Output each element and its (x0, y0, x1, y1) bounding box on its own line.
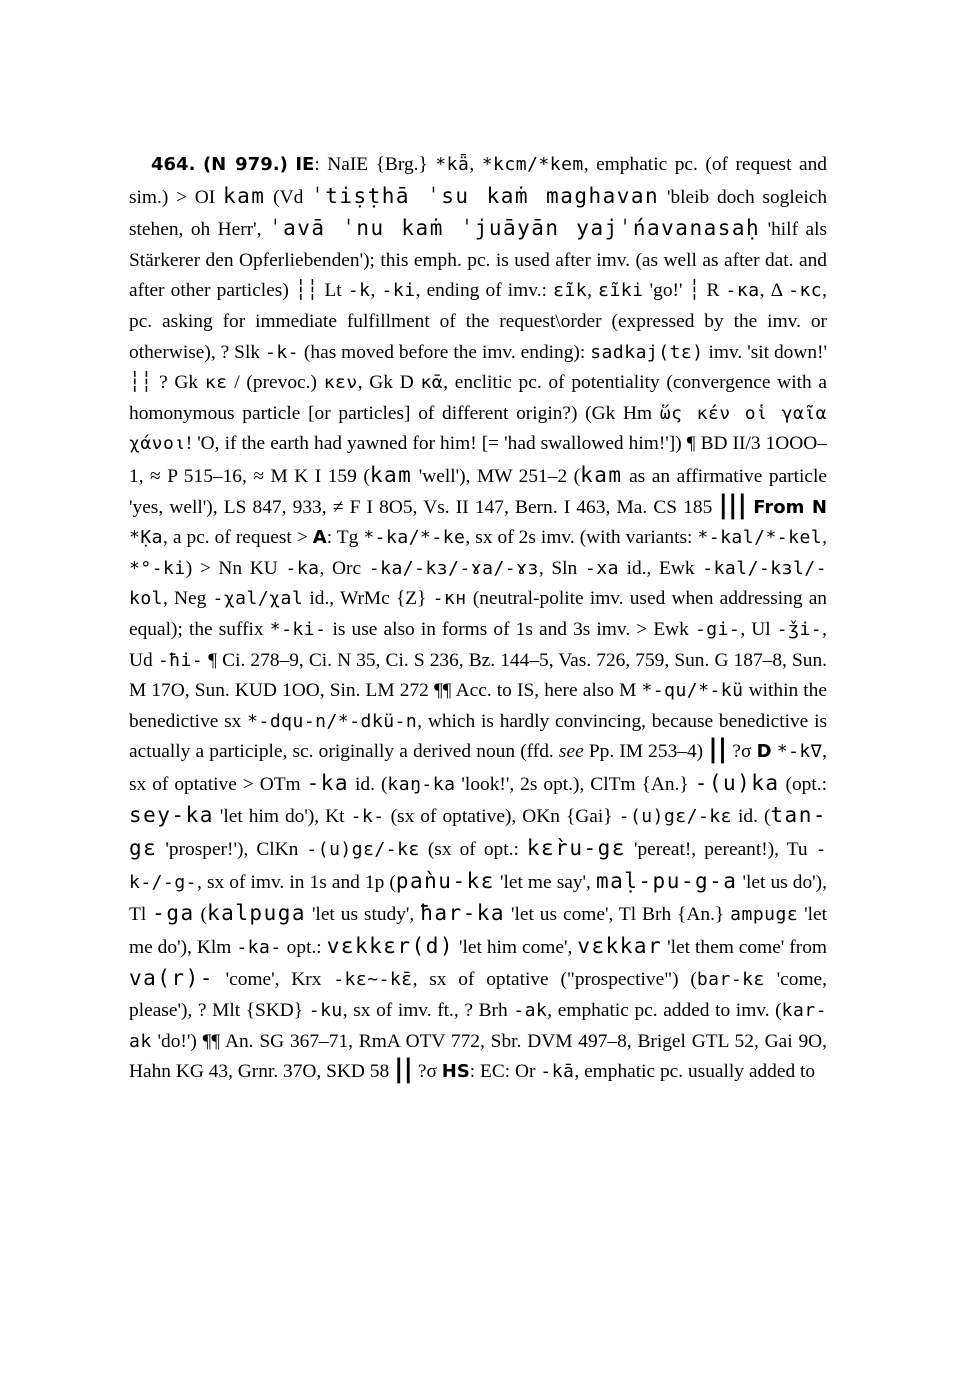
text-run: 'let us come', Tl Brh {An.} (505, 904, 731, 926)
transcription-form: *-ka/*-ke (363, 527, 466, 549)
bold-label: D (756, 741, 772, 763)
text-run: Pp. IM 253–4) (583, 741, 709, 763)
text-run: 'pereat!, pereant!), Tu (625, 839, 816, 861)
text-run: , emphatic pc. added to imv. ( (547, 1000, 782, 1022)
text-run: is use also in forms of 1s and 3s imv. > Ewk (326, 618, 695, 640)
text-run: , Neg (163, 588, 213, 610)
text-run: imv. 'sit down!' ┆┆ ? Gk (129, 341, 828, 394)
dictionary-page (129, 150, 827, 1088)
text-run: (Vd (265, 186, 312, 208)
text-run: , sx of imv. in 1s and 1p ( (197, 871, 396, 893)
text-run: ¶ Ci. 278–9, Ci. N 35, Ci. S 236, Bz. 144–5, Vas. 726, 759, Sun. G 187–8, Sun. M 17O, Sun. KUD 1OO, Sin. LM 272 ¶¶ Acc. to IS, here also M (129, 649, 828, 702)
transcription-form: ὥς κέν οἱ γαῖα χάνοι (129, 402, 828, 455)
text-run: , (822, 527, 827, 549)
text-run: id., Ewk (618, 557, 703, 579)
transcription-form: *-ki- (269, 618, 327, 640)
transcription-form: κεν (323, 372, 358, 394)
text-run: 'let them come' from (662, 936, 827, 958)
text-run: (sx of opt.: (419, 839, 527, 861)
text-run: , emphatic pc. usually added to (574, 1061, 816, 1083)
transcription-form: -ka- (236, 936, 282, 958)
transcription-form: -xa (584, 557, 619, 579)
text-run: , (587, 280, 599, 302)
transcription-form: *kcm/*kem (481, 154, 584, 175)
text-run: ! 'O, if the earth had yawned for him! [= 'had swallowed him!']) ¶ BD II/3 1OOO–1, ≈ P 515–16, ≈ M K I 159 ( (129, 433, 827, 487)
transcription-form: -ka/-kз/-ɤa/-ɤз (368, 557, 539, 579)
text-run: 'let him come', (453, 936, 578, 958)
bold-label: A (312, 527, 327, 549)
text-run: , (469, 154, 482, 175)
bold-label: (N 979.) (202, 154, 288, 175)
text-run: , (370, 280, 382, 302)
transcription-form: *-qu/*-kü (641, 680, 744, 702)
transcription-form: -(u)gɛ/-kɛ (618, 806, 732, 828)
transcription-form: -ka (285, 557, 320, 579)
transcription-form: -kal/-kзl/-kol (129, 557, 827, 610)
transcription-form: va(r)- (129, 966, 214, 991)
transcription-form: ampugɛ (730, 904, 799, 926)
transcription-form: -k-/-g- (129, 839, 827, 893)
transcription-form: -(u)gɛ/-kɛ (306, 839, 420, 861)
transcription-form: *-k∇ (776, 741, 823, 763)
transcription-form: ɛĩki (598, 280, 644, 302)
text-run: within the benedictive sx (129, 680, 827, 732)
transcription-form: maḷ-pu-g-a (595, 868, 738, 893)
transcription-form: kɛr̀u-gɛ (526, 836, 626, 861)
text-run: , sx of optative ("prospective") ( (412, 969, 697, 991)
transcription-form: κᾱ (420, 372, 444, 394)
text-run: , sx of optative > OTm (129, 741, 827, 795)
transcription-form: *Ḳa (129, 527, 164, 549)
transcription-form: -gi- (694, 618, 741, 640)
transcription-form: -k (347, 280, 371, 302)
text-run: ?σ (727, 741, 757, 763)
transcription-form: kam (222, 183, 266, 208)
text-run: , Gk D (357, 372, 421, 394)
text-run: (sx of optative), OKn {Gai} (384, 806, 619, 828)
text-run: , ending of imv.: (415, 280, 554, 302)
text-run: 'let me do'), Klm (129, 904, 827, 958)
text-run: 'prosper!'), ClKn (157, 839, 307, 861)
transcription-form: kalpuga (207, 901, 307, 926)
bold-label: 464. (151, 154, 196, 175)
transcription-form: -(u)ka (694, 770, 780, 795)
text-run: , enclitic pc. of potentiality (convergence with a homonymous particle [or particles] of different origin?) (Gk Hm (129, 372, 828, 424)
text-run: (has moved before the imv. ending): (299, 341, 591, 363)
text-run: , Δ (759, 280, 789, 302)
text-run: 'bleib doch sogleich stehen, oh Herr', (129, 186, 828, 241)
transcription-form: *-kal/*-kel (697, 527, 823, 549)
text-run: ( (194, 904, 207, 926)
transcription-form: -ǯi- (776, 618, 823, 640)
transcription-form: -kā (540, 1061, 575, 1083)
text-run: 'hilf als Stärkerer den Opferliebenden'); this emph. pc. is used after imv. (as well as after dat. and after other particles) ┆┆ Lt (129, 219, 828, 302)
text-run (195, 154, 203, 175)
transcription-form: -k- (264, 341, 299, 363)
text-run: : Tg (326, 527, 364, 549)
transcription-form: tan-gɛ (129, 803, 827, 861)
transcription-form: kar-ak (129, 1000, 827, 1052)
text-run: as an affirmative particle 'yes, well'), LS 847, 933, ≠ F I 8O5, Vs. II 147, Bern. I 463, Ma. CS 185 (129, 465, 827, 518)
transcription-form: -ku (308, 1000, 343, 1022)
text-run: 'do!') ¶¶ An. SG 367–71, RmA OTV 772, Sbr. DVM 497–8, Brigel GTL 52, Gai 9O, Hahn KG 43, Grnr. 37O, SKD 58 (129, 1030, 827, 1083)
text-run: (neutral-polite imv. used when addressing an equal); the suffix (129, 588, 828, 640)
text-run: id. ( (349, 773, 388, 795)
transcription-form: -ка (725, 280, 760, 302)
text-run: , sx of imv. ft., ? Brh (342, 1000, 514, 1022)
text-run: 'let us study', (306, 904, 421, 926)
text-run: 'come', Krx (213, 969, 334, 991)
transcription-form: vɛkkar (577, 933, 663, 958)
bold-label: IE (295, 154, 315, 175)
text-run: id., WrMc {Z} (303, 588, 433, 610)
section-separator: ||| (718, 489, 747, 520)
transcription-form: *kǟ (435, 154, 470, 175)
text-run: id. ( (731, 806, 771, 828)
text-run: opt.: (281, 936, 327, 958)
transcription-form: -ħi- (157, 649, 204, 671)
text-run: , pc. asking for immediate fulfillment of the request\order (expressed by the imv. or otherwise), ? Slk (129, 280, 827, 363)
transcription-form: -ki (381, 280, 416, 302)
text-run: , Sln (538, 557, 585, 579)
transcription-form: bar-kɛ (696, 969, 765, 991)
text-run: , Ud (129, 618, 827, 671)
transcription-form: -кс (788, 280, 823, 302)
text-run: , Ul (740, 618, 777, 640)
text-run: 'go!' ┆ R (643, 280, 726, 302)
text-run: ?σ (413, 1061, 442, 1083)
transcription-form: -ka (306, 770, 350, 795)
transcription-form: sadkaj(tɛ) (590, 341, 704, 363)
transcription-form: ħar-ka (420, 901, 506, 926)
transcription-form: -k- (350, 806, 385, 828)
transcription-form: -χal/χal (212, 588, 304, 610)
transcription-form: *-dqu-n/*-dkü-n (247, 710, 418, 732)
transcription-form: vɛkkɛr(d) (326, 933, 454, 958)
text-run: 'let him do'), Kt (213, 806, 351, 828)
transcription-form: ɛĩk (553, 280, 588, 302)
text-run: 'let us do'), Tl (129, 871, 827, 926)
text-run: (opt.: (779, 773, 827, 795)
transcription-form: sey-ka (129, 803, 214, 828)
text-run: , Orc (319, 557, 369, 579)
transcription-form: kam (369, 462, 413, 487)
entry-464-paragraph (129, 150, 827, 1088)
text-run: 'come, please'), ? Mlt {SKD} (129, 969, 827, 1022)
transcription-form: kam (580, 462, 623, 487)
text-run: 'well'), MW 251–2 ( (412, 465, 581, 487)
transcription-form: -кн (432, 588, 467, 610)
italic-text: see (558, 741, 584, 763)
text-run: : NaIE {Brg.} (314, 154, 436, 175)
text-run: , sx of 2s imv. (with variants: (465, 527, 698, 549)
text-run: , a pc. of request > (163, 527, 313, 549)
transcription-form: κε (204, 372, 228, 394)
transcription-form: paǹu-kɛ (395, 868, 495, 893)
text-run: , which is hardly convincing, because benedictive is actually a participle, sc. originally a derived noun (ffd. (129, 710, 827, 763)
text-run: ) > Nn KU (185, 557, 286, 579)
transcription-form: ˈtiṣṭhā ˈsu kaṁ maghavan (311, 183, 660, 208)
transcription-form: *°-ki (129, 557, 186, 579)
transcription-form: ˈavā ˈnu kaṁ ˈjuāyān yajˈńavanasaḥ (268, 216, 761, 241)
transcription-form: kaŋ-ka (387, 773, 456, 795)
text-run: 'let me say', (494, 871, 596, 893)
text-run: : EC: Or (469, 1061, 541, 1083)
transcription-form: -ga (152, 901, 195, 926)
text-run: , emphatic pc. (of request and sim.) > OI (129, 154, 827, 208)
text-run: 'look!', 2s opt.), ClTm {An.} (455, 773, 695, 795)
transcription-form: -ak (513, 1000, 548, 1022)
section-separator: || (394, 1054, 413, 1085)
bold-label: HS (441, 1061, 470, 1083)
bold-label: From N (753, 496, 827, 518)
section-separator: || (708, 734, 728, 765)
text-run: / (prevoc.) (227, 372, 324, 394)
transcription-form: -kɛ~-kɛ̄ (333, 969, 413, 991)
